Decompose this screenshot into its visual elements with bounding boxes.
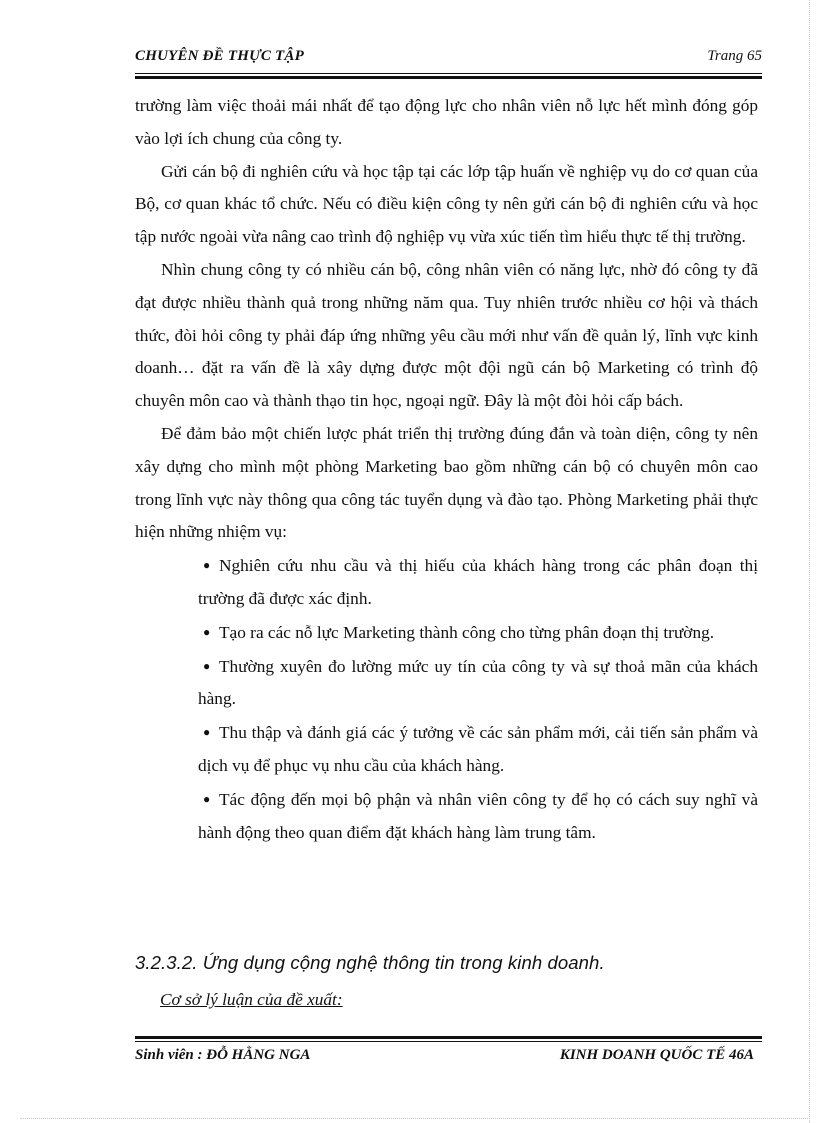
- list-item-text: Thu thập và đánh giá các ý tưởng về các sản phẩm mới, cải tiến sản phẩm và dịch vụ để phục vụ nhu cầu của khách hàng.: [198, 723, 758, 775]
- body-text: [135, 90, 758, 849]
- bullet-icon: ●: [203, 558, 211, 573]
- list-item-text: Nghiên cứu nhu cầu và thị hiếu của khách hàng trong các phân đoạn thị trường đã được xác định.: [198, 556, 758, 608]
- paragraph: Nhìn chung công ty có nhiều cán bộ, công nhân viên có năng lực, nhờ đó công ty đã đạt được nhiều thành quả trong những năm qua. Tuy nhiên trước nhiều cơ hội và thách thức, đòi hỏi công ty phải đáp ứng những yêu cầu mới như vấn đề quản lý, lĩnh vực kinh doanh… đặt ra vấn đề là xây dựng được một đội ngũ cán bộ Marketing có trình độ chuyên môn cao và thành thạo tin học, ngoại ngữ. Đây là một đòi hỏi cấp bách.: [135, 259, 758, 411]
- footer-student: Sinh viên : ĐỖ HẰNG NGA: [135, 1047, 311, 1063]
- list-item: [198, 783, 758, 850]
- list-item-text: Tạo ra các nỗ lực Marketing thành công cho từng phân đoạn thị trường.: [219, 622, 715, 642]
- list-item-text: Tác động đến mọi bộ phận và nhân viên công ty để họ có cách suy nghĩ và hành động theo quan điểm đặt khách hàng làm trung tâm.: [198, 789, 758, 842]
- paragraph: trường làm việc thoải mái nhất để tạo động lực cho nhân viên nỗ lực hết mình đóng góp vào lợi ích chung của công ty.: [135, 96, 758, 148]
- bullet-icon: ●: [203, 791, 211, 806]
- page-edge-right: [809, 0, 810, 1123]
- page-edge-bottom: [20, 1118, 810, 1119]
- bullet-icon: ●: [203, 624, 211, 639]
- paragraph: Để đảm bảo một chiến lược phát triển thị trường đúng đắn và toàn diện, công ty nên xây dựng cho mình một phòng Marketing bao gồm những cán bộ có chuyên môn cao trong lĩnh vực này thông qua công tác tuyển dụng và đào tạo. Phòng Marketing phải thực hiện những nhiệm vụ:: [135, 423, 758, 542]
- bullet-icon: ●: [203, 725, 211, 740]
- paragraph: Gửi cán bộ đi nghiên cứu và học tập tại các lớp tập huấn về nghiệp vụ do cơ quan của Bộ, cơ quan khác tổ chức. Nếu có điều kiện công ty nên gửi cán bộ đi nghiên cứu và học tập nước ngoài vừa nâng cao trình độ nghiệp vụ vừa xúc tiến tìm hiểu thực tế thị trường.: [135, 161, 758, 247]
- list-item: [198, 716, 758, 783]
- list-item: [198, 616, 758, 650]
- page-number: Trang 65: [707, 48, 762, 64]
- list-item-text: Thường xuyên đo lường mức uy tín của công ty và sự thoả mãn của khách hàng.: [198, 656, 758, 709]
- list-item: [198, 650, 758, 717]
- bullet-icon: ●: [203, 658, 211, 673]
- page-header: [135, 48, 762, 70]
- footer-rule-thick: [135, 1036, 762, 1039]
- header-rule-thick: [135, 76, 762, 79]
- footer-program: KINH DOANH QUỐC TẾ 46A: [559, 1047, 754, 1063]
- list-item: [198, 549, 758, 616]
- footer-rule-thin: [135, 1041, 762, 1042]
- task-list: [135, 549, 758, 849]
- header-title: CHUYÊN ĐỀ THỰC TẬP: [135, 48, 304, 64]
- subsection-label: Cơ sở lý luận của đề xuất:: [160, 990, 343, 1009]
- section-heading: 3.2.3.2. Ứng dụng cộng nghệ thông tin trong kinh doanh.: [135, 952, 605, 973]
- header-rule-thin: [135, 73, 762, 74]
